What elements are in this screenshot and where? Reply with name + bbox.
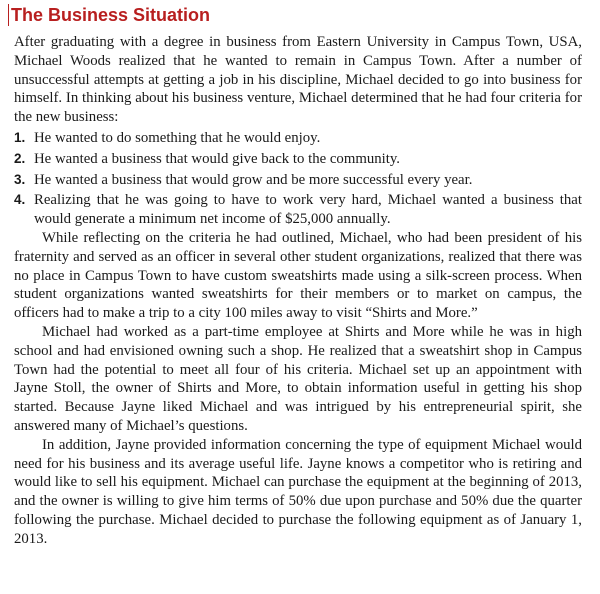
intro-paragraph: After graduating with a degree in business from Eastern University in Campus Town, USA, Michael Woods realized that he wanted to remain in Campus Town. After a number of unsuccessful attempts at getting a job in his discipline, Michael decided to go into business for himself. In thinking about his business venture, Michael determined that he had four criteria for the new business: [14, 34, 582, 126]
section-title: The Business Situation [8, 4, 210, 26]
criteria-item [14, 150, 582, 169]
criteria-text: He wanted a business that would grow and be more successful every year. [34, 171, 473, 188]
criteria-text: He wanted a business that would give back to the community. [34, 150, 401, 167]
criteria-item [14, 171, 582, 190]
criteria-list [14, 129, 582, 229]
equipment-paragraph: In addition, Jayne provided information concerning the type of equipment Michael would need for his business and its average useful life. Jayne knows a competitor who is retiring and would like to sell his equipment. Michael can purchase the equipment at the beginning of 2013, and the owner is willing to give him terms of 50% due upon purchase and 50% due the quarter following the purchase. Michael decided to purchase the following equipment as of January 1, 2013. [14, 436, 582, 547]
experience-paragraph: Michael had worked as a part-time employee at Shirts and More while he was in high school and had envisioned owning such a shop. He realized that a sweatshirt shop in Campus Town had the potential to meet all four of his criteria. Michael set up an appointment with Jayne Stoll, the owner of Shirts and More, to obtain information useful in getting his shop started. Because Jayne liked Michael and was intrigued by his entrepreneurial spirit, she answered many of Michael’s questions. [14, 323, 582, 434]
criteria-text: Realizing that he was going to have to work very hard, Michael wanted a business that would generate a minimum net income of $25,000 annually. [34, 192, 582, 228]
criteria-number: 1. [14, 129, 26, 145]
criteria-text: He wanted to do something that he would enjoy. [34, 129, 321, 146]
criteria-item [14, 191, 582, 229]
criteria-number: 3. [14, 171, 26, 187]
reflecting-paragraph: While reflecting on the criteria he had outlined, Michael, who had been president of his fraternity and served as an officer in several other student organizations, realized that there was no place in Campus Town to have custom sweatshirts made using a silk-screen process. When student organizations wanted sweatshirts for their members or to market on campus, the officers had to make a trip to a city 100 miles away to visit “Shirts and More.” [14, 229, 582, 322]
criteria-number: 4. [14, 192, 26, 208]
criteria-item [14, 129, 582, 148]
criteria-number: 2. [14, 150, 26, 166]
body-text [14, 33, 582, 549]
